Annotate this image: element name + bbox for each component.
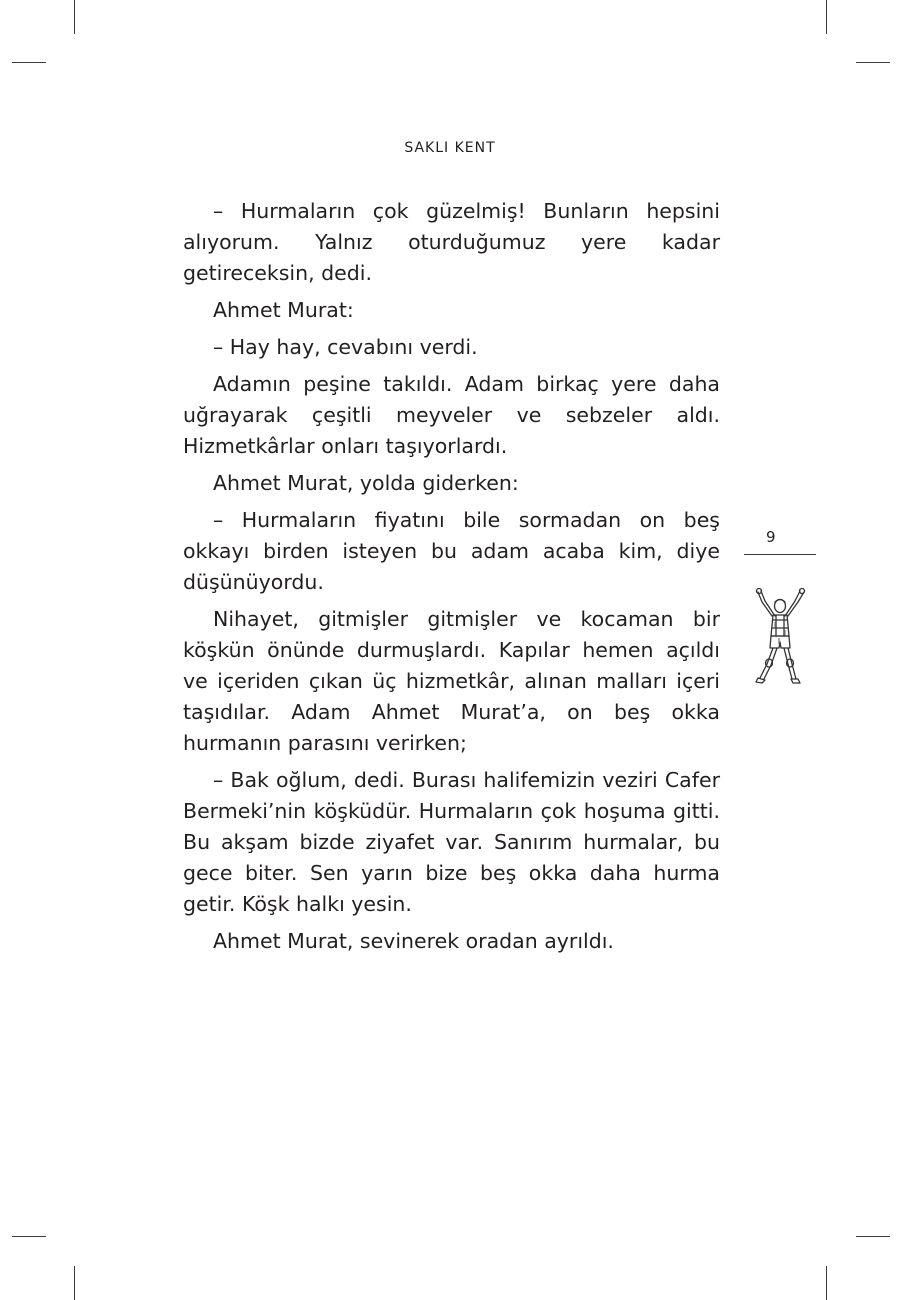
paragraph: Adamın peşine takıldı. Adam birkaç yere daha uğrayarak çeşitli meyveler ve sebzeler aldı. Hizmetkârlar onları taşıyorlardı. [183, 372, 720, 458]
crop-mark-bottom-right [826, 1266, 827, 1300]
crop-mark-left-bottom [12, 1236, 46, 1237]
paragraph: – Hay hay, cevabını verdi. [213, 335, 478, 359]
crop-mark-right-top [856, 62, 890, 63]
body-text [183, 196, 720, 963]
paragraph: Ahmet Murat, sevinerek oradan ayrıldı. [213, 929, 614, 953]
paragraph: – Bak oğlum, dedi. Burası halifemizin veziri Cafer Bermeki’nin köşküdür. Hurmaların çok hoşuma gitti. Bu akşam bizde ziyafet var. Sanırım hurmalar, bu gece biter. Sen yarın bize beş okka daha hurma getir. Köşk halkı yesin. [183, 768, 720, 916]
folio-rule [744, 554, 816, 555]
crop-mark-top-left [74, 0, 75, 34]
paragraph: – Hurmaların fiyatını bile sormadan on beş okkayı birden isteyen bu adam acaba kim, diye düşünüyordu. [183, 508, 720, 594]
paragraph: Ahmet Murat: [213, 298, 354, 322]
page-number: 9 [766, 528, 776, 546]
cheering-boy-illustration [748, 586, 812, 686]
paragraph: – Hurmaların çok güzelmiş! Bunların hepsini alıyorum. Yalnız oturduğumuz yere kadar getireceksin, dedi. [183, 199, 720, 285]
crop-mark-left-top [12, 62, 46, 63]
crop-mark-bottom-left [74, 1266, 75, 1300]
running-head: SAKLI KENT [404, 140, 496, 156]
crop-mark-top-right [826, 0, 827, 34]
paragraph: Ahmet Murat, yolda giderken: [213, 471, 519, 495]
paragraph: Nihayet, gitmişler gitmişler ve kocaman bir köşkün önünde durmuşlardı. Kapılar hemen açıldı ve içeriden çıkan üç hizmetkâr, alınan malları içeri taşıdılar. Adam Ahmet Murat’a, on beş okka hurmanın parasını verirken; [183, 607, 720, 755]
crop-mark-right-bottom [856, 1236, 890, 1237]
